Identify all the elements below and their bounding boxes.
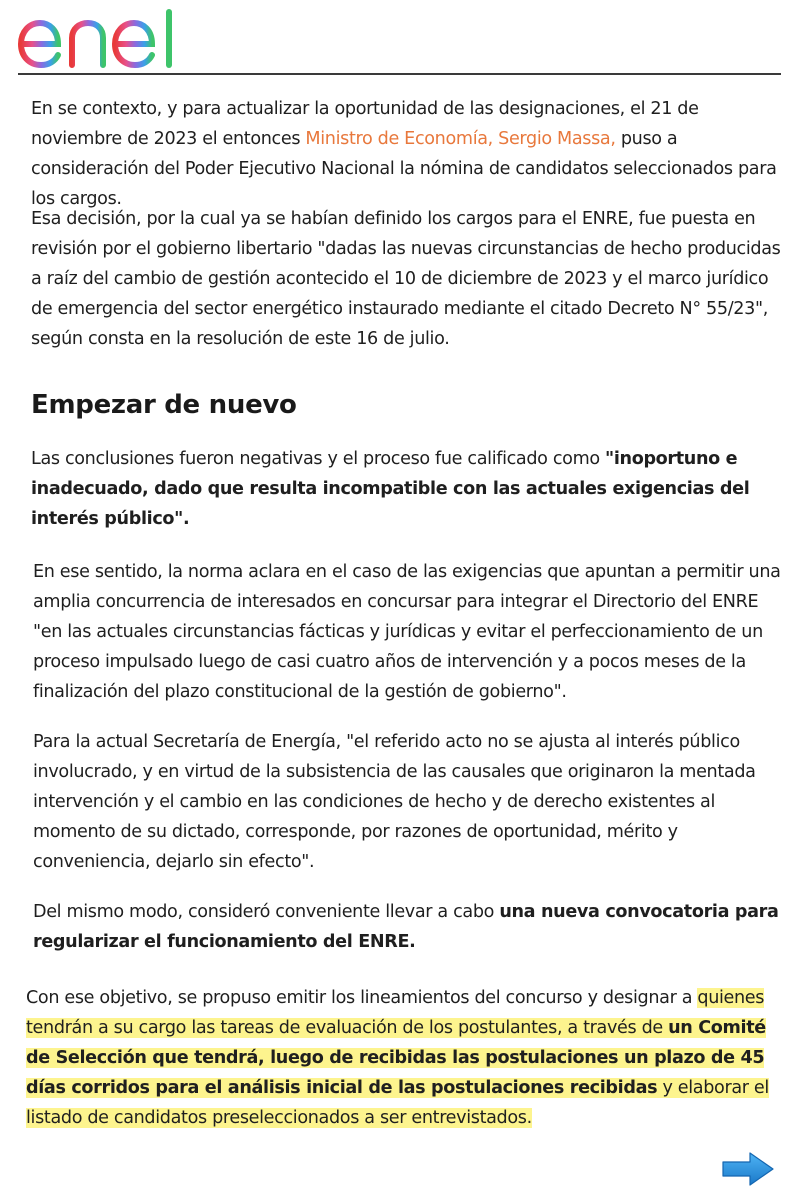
paragraph-5: Para la actual Secretaría de Energía, "el referido acto no se ajusta al interés público involucrado, y en virtud de la subsistencia de las causales que originaron la mentada intervención y el cambio en las condiciones de hecho y de derecho existentes al momento de su dictado, corresponde, por razones de oportunidad, mérito y conveniencia, dejarlo sin efecto". (33, 732, 756, 872)
paragraph-2: Esa decisión, por la cual ya se habían definido los cargos para el ENRE, fue puesta en revisión por el gobierno libertario "dadas las nuevas circunstancias de hecho producidas a raíz del cambio de gestión acontecido el 10 de diciembre de 2023 y el marco jurídico de emergencia del sector energético instaurado mediante el citado Decreto N° 55/23", según consta en la resolución de este 16 de julio. (31, 209, 781, 349)
paragraph-7-highlight-bold: un Comité de Selección que tendrá, luego de recibidas las postulaciones un plazo de 45 días corridos para el análisis inicial de las postulaciones recibidas (26, 1018, 766, 1098)
paragraph-6 (33, 897, 781, 957)
paragraph-3 (31, 444, 781, 534)
arrow-right-icon[interactable] (720, 1150, 776, 1188)
paragraph-4: En ese sentido, la norma aclara en el caso de las exigencias que apuntan a permitir una amplia concurrencia de interesados en concursar para integrar el Directorio del ENRE "en las actuales circunstancias fácticas y jurídicas y evitar el perfeccionamiento de un proceso impulsado luego de casi cuatro años de intervención y a pocos meses de la finalización del plazo constitucional de la gestión de gobierno". (33, 562, 781, 702)
paragraph-6-text: Del mismo modo, consideró conveniente llevar a cabo (33, 902, 500, 922)
paragraph-7 (26, 983, 786, 1133)
economy-minister-link[interactable]: Ministro de Economía, Sergio Massa, (305, 129, 616, 149)
paragraph-1-text-end: puso a consideración del Poder Ejecutivo Nacional la nómina de candidatos seleccionados para los cargos. (31, 129, 777, 209)
paragraph-6-emphasis: una nueva convocatoria para regularizar el funcionamiento del ENRE. (33, 902, 779, 952)
paragraph-3-quote: "inoportuno e inadecuado, dado que resulta incompatible con las actuales exigencias del interés público". (31, 449, 750, 529)
paragraph-3-text: Las conclusiones fueron negativas y el proceso fue calificado como (31, 449, 606, 469)
paragraph-7-text: Con ese objetivo, se propuso emitir los lineamientos del concurso y designar a (26, 988, 698, 1008)
paragraph-1-text: En se contexto, y para actualizar la oportunidad de las designaciones, el 21 de noviembre de 2023 el entonces (31, 99, 699, 149)
section-heading: Empezar de nuevo (31, 390, 297, 420)
header-divider (18, 73, 781, 75)
paragraph-7-highlight: quienes tendrán a su cargo las tareas de evaluación de los postulantes, a través de (26, 988, 765, 1038)
paragraph-1 (31, 94, 781, 214)
header (0, 0, 800, 76)
paragraph-7-highlight-end: y elaborar el listado de candidatos preseleccionados a ser entrevistados. (26, 1078, 769, 1128)
enel-logo[interactable] (16, 8, 181, 70)
